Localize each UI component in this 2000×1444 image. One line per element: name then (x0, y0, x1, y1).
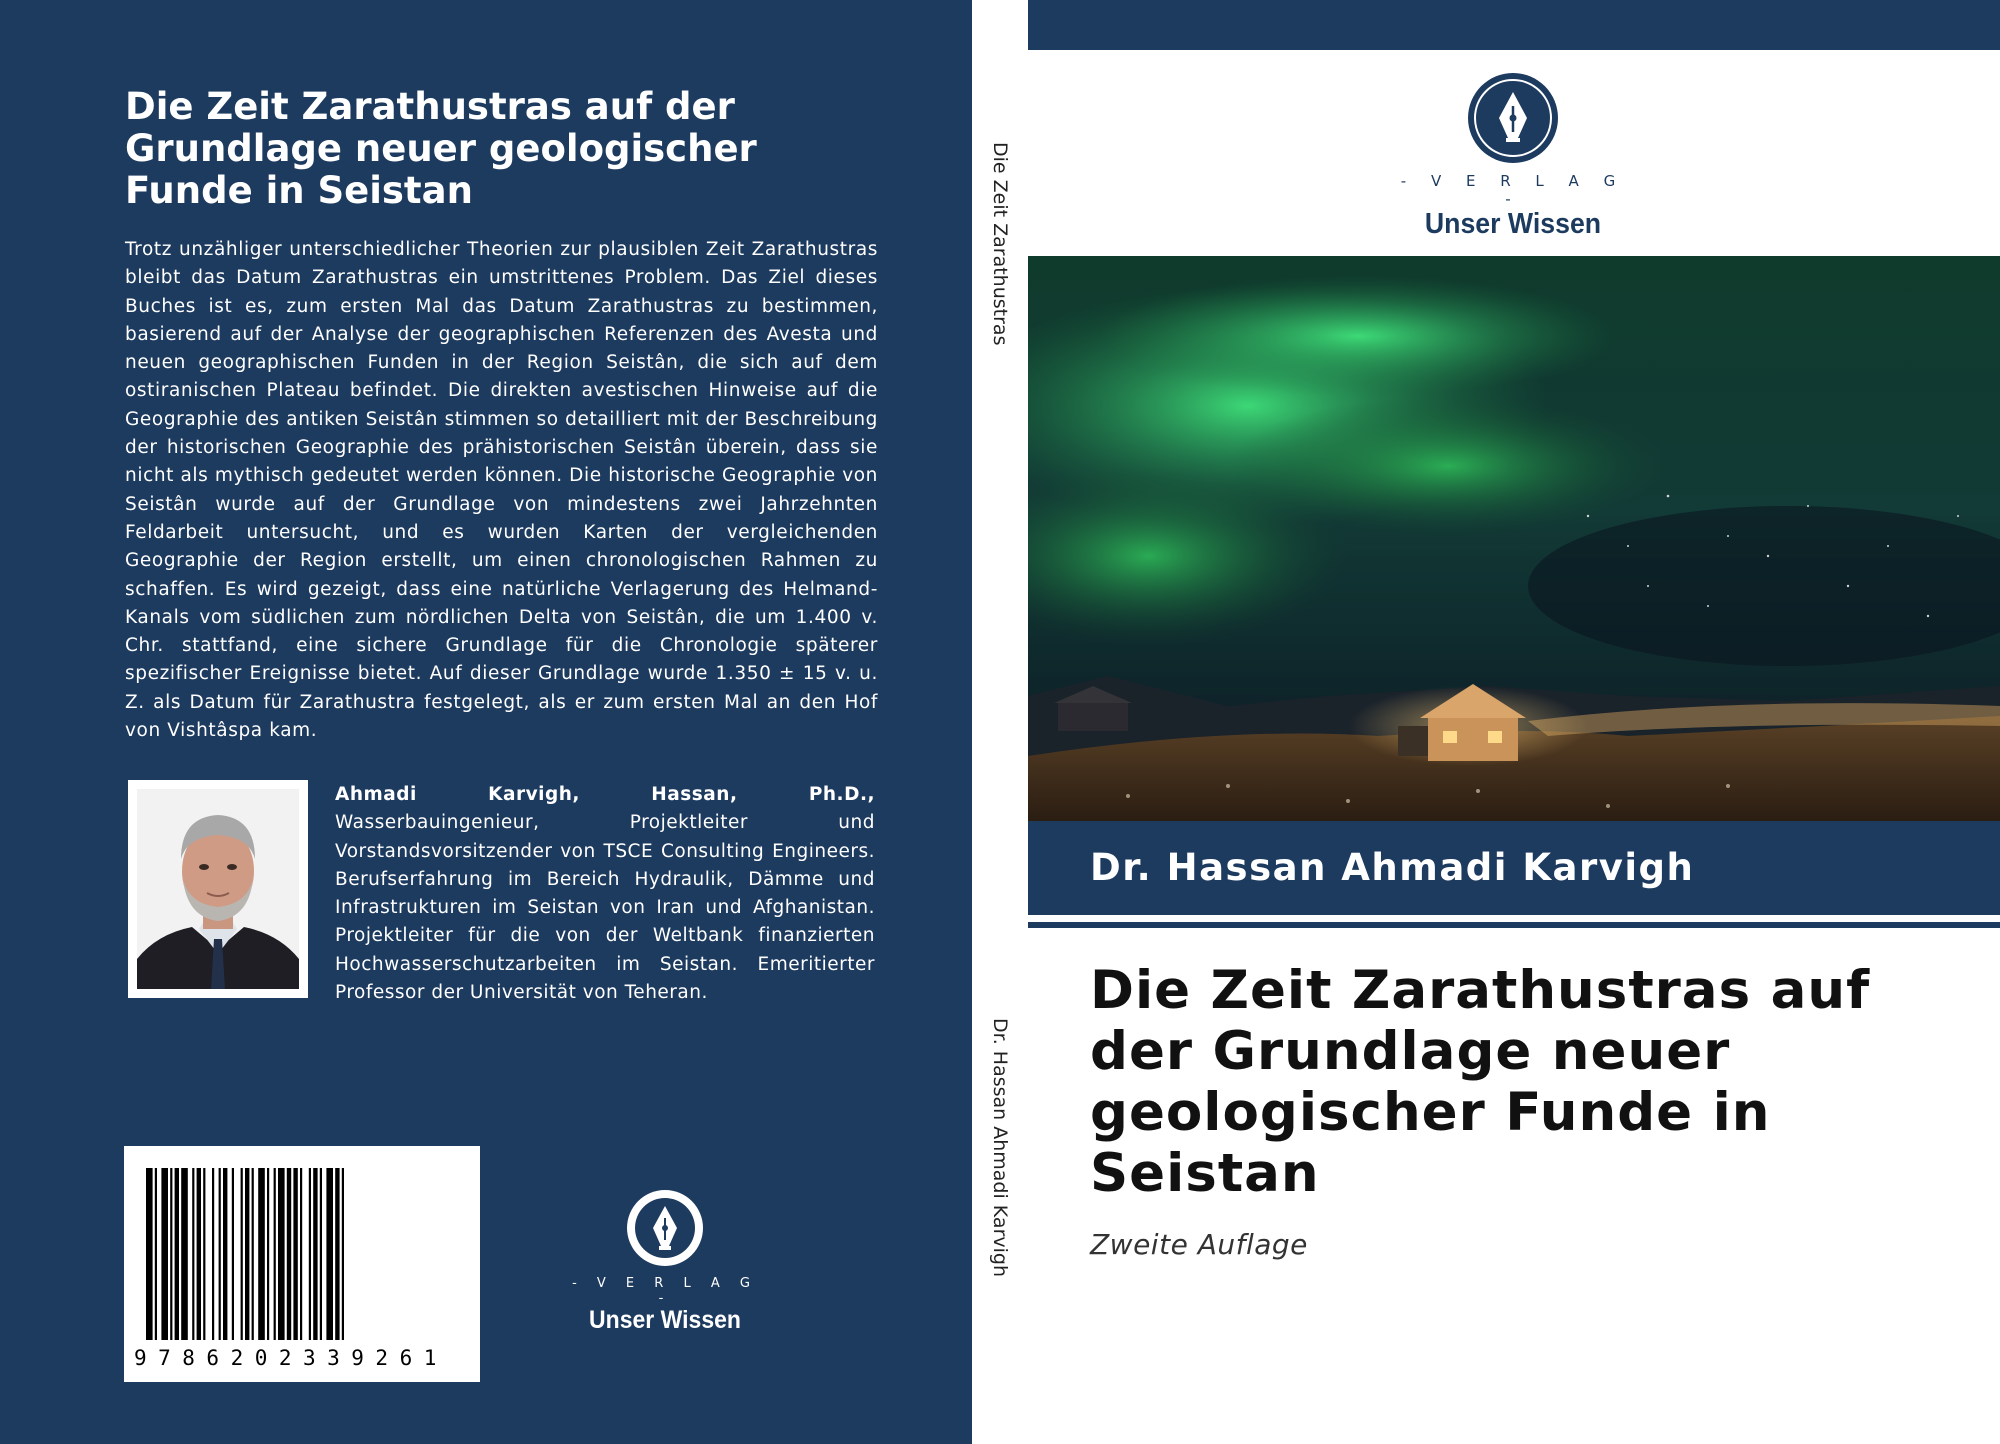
front-verlag-label: - V E R L A G - (1400, 172, 1626, 208)
back-publisher-logo (570, 1188, 760, 1335)
front-publisher-name: Unser Wissen (1424, 208, 1602, 240)
fountain-pen-nib-icon (1467, 72, 1559, 164)
author-bio-name: Ahmadi Karvigh, Hassan, Ph.D., (335, 784, 875, 805)
front-author-name: Dr. Hassan Ahmadi Karvigh (1090, 846, 1695, 889)
author-bio (335, 781, 875, 1007)
back-publisher-name: Unser Wissen (589, 1306, 741, 1334)
back-cover-blurb: Trotz unzähliger unterschiedlicher Theorien zur plausiblen Zeit Zarathustras bleibt das Datum Zarathustras ein umstrittenes Problem. Das Ziel dieses Buches ist es, zum ersten Mal das Datum Zarathustras zu bestimmen, basierend auf der Analyse der geographischen Referenzen des Avesta und neuen geographischen Funden in der Region Seistân, die sich auf dem ostiranischen Plateau befindet. Die direkten avestischen Hinweise auf die Geographie des antiken Seistân stimmen so detailliert mit der Beschreibung der historischen Geographie des prähistorischen Seistân überein, dass sie nicht als mythisch gedeutet werden können. Die historische Geographie von Seistân wurde auf der Grundlage von mindestens zwei Jahrzehnten Feldarbeit untersucht, und es wurden Karten der vergleichenden Geographie der Region erstellt, um einen chronologischen Rahmen zu schaffen. Es wird gezeigt, dass eine natürliche Verlagerung des Helmand-Kanals vom südlichen zum nördlichen Delta von Seistân, die um 1.400 v. Chr. stattfand, eine sichere Grundlage für die Chronologie späterer spezifischer Ereignisse bietet. Auf dieser Grundlage wurde 1.350 ± 15 v. u. Z. als Datum für Zarathustra festgelegt, als er zum ersten Mal an den Hof von Vishtâspa kam. (125, 239, 879, 742)
back-cover-title: Die Zeit Zarathustras auf der Grundlage neuer geologischer Funde in Seistan (125, 85, 757, 212)
author-bio-text: Wasserbauingenieur, Projektleiter und Vorstandsvorsitzender von TSCE Consulting Engineers. Berufserfahrung im Bereich Hydraulik, Dämme und Infrastrukturen im Seistan von Iran und Afghanistan. Projektleiter für die von der Weltbank finanzierten Hochwasserschutzarbeiten im Seistan. Emeritierter Professor der Universität von Teheran. (335, 812, 875, 1004)
fountain-pen-nib-icon (625, 1188, 705, 1268)
front-author-band (1028, 821, 2000, 915)
back-cover (0, 0, 972, 1444)
author-portrait-image (137, 789, 299, 989)
front-top-bar (1028, 0, 2000, 50)
front-cover-title: Die Zeit Zarathustras auf der Grundlage neuer geologischer Funde in Seistan (1090, 960, 1871, 1204)
spine-author: Dr. Hassan Ahmadi Karvigh (989, 1018, 1011, 1278)
isbn-digits: 9786202339261 (134, 1346, 448, 1370)
edition-label: Zweite Auflage (1090, 1228, 1308, 1261)
author-photo (128, 780, 308, 998)
front-publisher-logo (1388, 72, 1638, 241)
aurora-cabin-photo (1028, 256, 2000, 821)
spine (972, 0, 1028, 1444)
spine-title: Die Zeit Zarathustras (989, 142, 1011, 346)
front-cover (1028, 0, 2000, 1444)
front-divider-rule (1028, 922, 2000, 928)
isbn-barcode (124, 1146, 480, 1382)
back-verlag-label: - V E R L A G - (572, 1276, 758, 1306)
